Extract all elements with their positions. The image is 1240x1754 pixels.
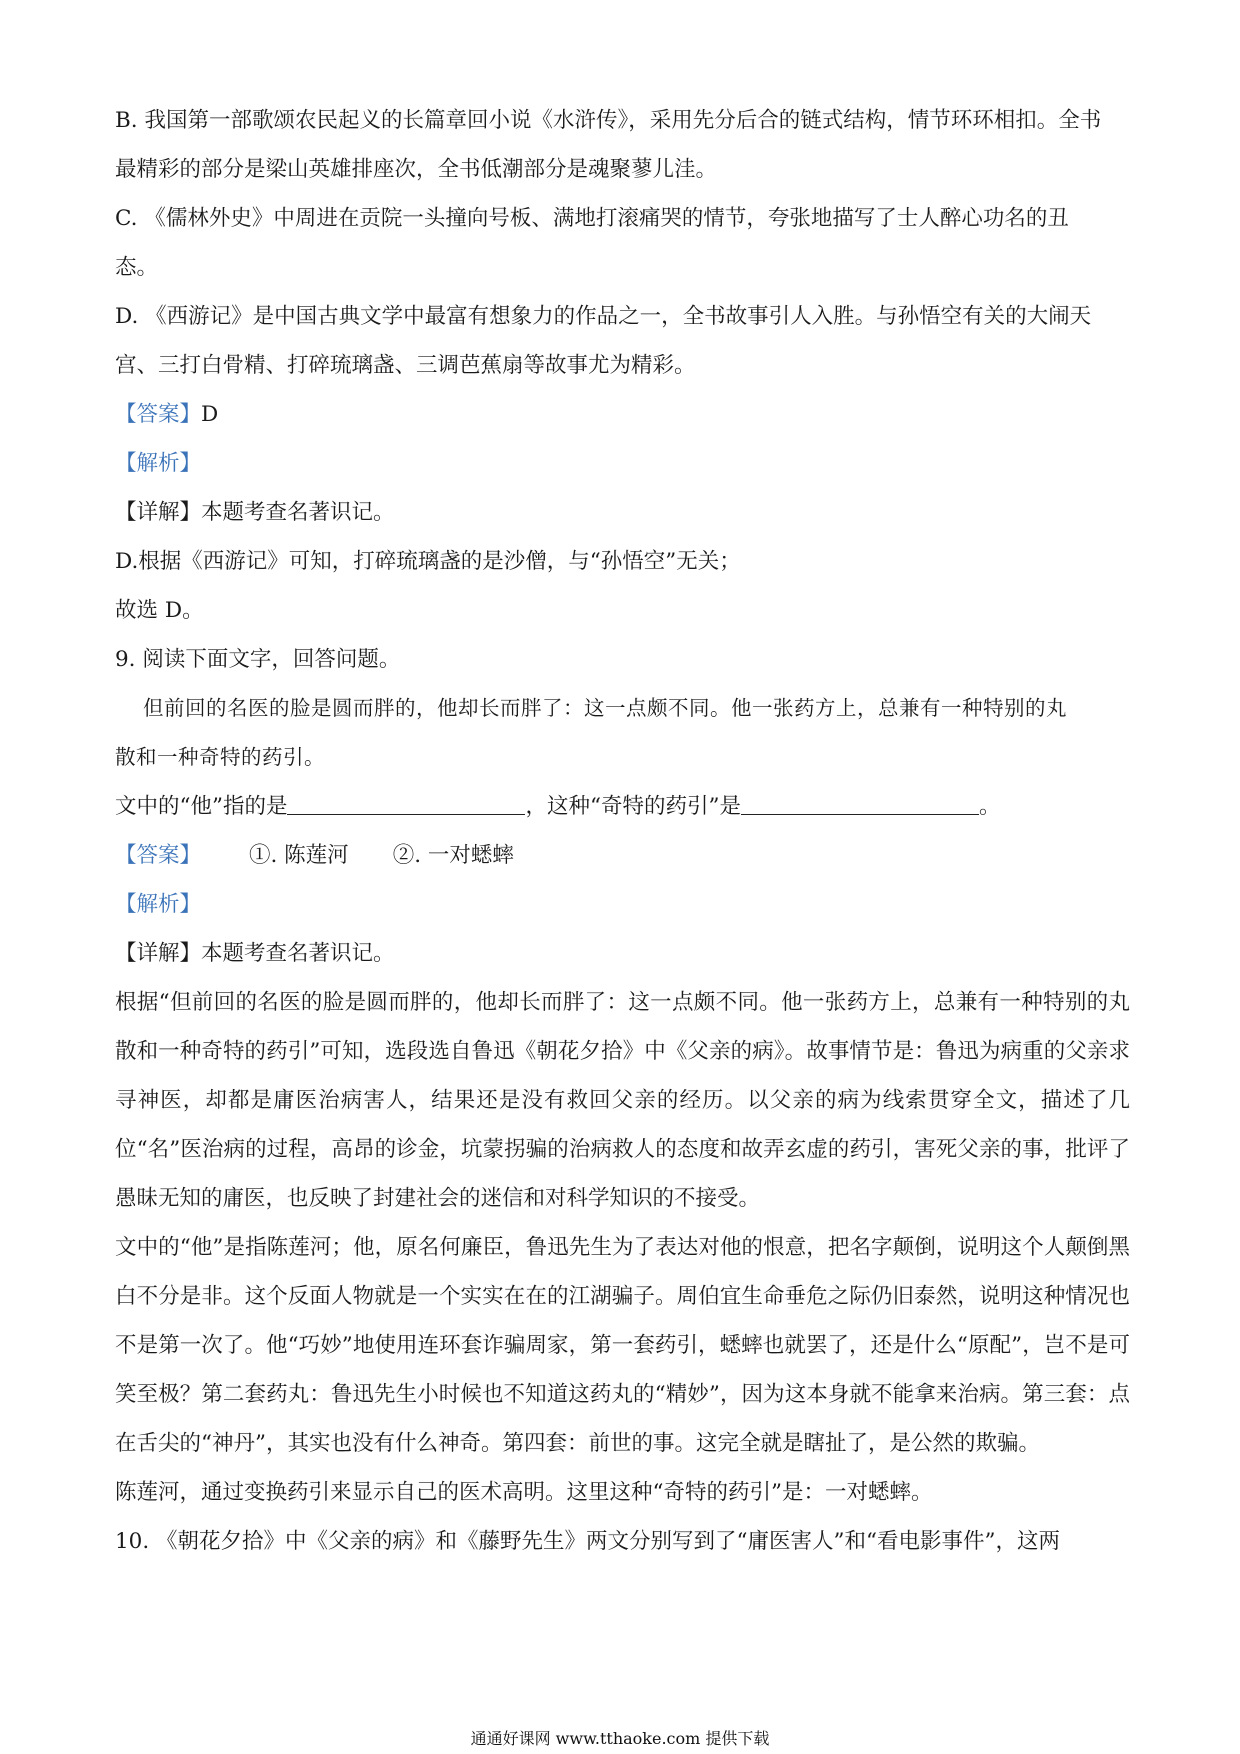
q9-answer-line [115, 831, 1130, 880]
q9-blank-2 [741, 792, 979, 815]
q8-answer-tag: 【答案】 [115, 402, 202, 427]
option-c-line1: C. 《儒林外史》中周进在贡院一头撞向号板、满地打滚痛哭的情节，夸张地描写了士人醉心功名的丑 [115, 206, 1069, 231]
q9-fill-prefix: 文中的“他”指的是 [115, 794, 288, 819]
q9-paragraph-1: 根据“但前回的名医的脸是圆而胖的，他却长而胖了：这一点颇不同。他一张药方上，总兼有一种特别的丸散和一种奇特的药引”可知，选段选自鲁迅《朝花夕拾》中《父亲的病》。故事情节是：鲁迅为病重的父亲求寻神医，却都是庸医治病害人，结果还是没有救回父亲的经历。以父亲的病为线索贯穿全文，描述了几位“名”医治病的过程，高昂的诊金，坑蒙拐骗的治病救人的态度和故弄玄虚的药引，害死父亲的事，批评了愚昧无知的庸医，也反映了封建社会的迷信和对科学知识的不接受。 [115, 990, 1130, 1211]
q9-answer-2: ②. 一对蟋蟀 [392, 843, 514, 868]
q9-quote-line1: 但前回的名医的脸是圆而胖的，他却长而胖了：这一点颇不同。他一张药方上，总兼有一种特别的丸 [143, 696, 1067, 720]
q8-explain: D.根据《西游记》可知，打碎琉璃盏的是沙僧，与“孙悟空”无关； [115, 549, 741, 574]
q8-analysis-line [115, 439, 1130, 488]
q9-quote-line2: 散和一种奇特的药引。 [115, 745, 325, 769]
q10-stem: 10. 《朝花夕拾》中《父亲的病》和《藤野先生》两文分别写到了“庸医害人”和“看电影事件”，这两 [115, 1529, 1060, 1554]
option-d-line1: D. 《西游记》是中国古典文学中最富有想象力的作品之一，全书故事引人入胜。与孙悟空有关的大闹天 [115, 304, 1092, 329]
q9-fill-suffix: 。 [978, 794, 1001, 819]
page-footer: 通通好课网 www.tthaoke.com 提供下载 [470, 1729, 770, 1748]
q9-answer-tag: 【答案】 [115, 843, 202, 868]
q9-stem: 9. 阅读下面文字，回答问题。 [115, 647, 401, 672]
option-c-line2: 态。 [115, 255, 159, 280]
q9-paragraph-2: 文中的“他”是指陈莲河；他，原名何廉臣，鲁迅先生为了表达对他的恨意，把名字颠倒，说明这个人颠倒黑白不分是非。这个反面人物就是一个实实在在的江湖骗子。周伯宜生命垂危之际仍旧泰然，说明这种情况也不是第一次了。他“巧妙”地使用连环套诈骗周家，第一套药引，蟋蟀也就罢了，还是什么“原配”，岂不是可笑至极？第二套药丸：鲁迅先生小时候也不知道这药丸的“精妙”，因为这本身就不能拿来治病。第三套：点在舌尖的“神丹”，其实也没有什么神奇。第四套：前世的事。这完全就是瞎扯了，是公然的欺骗。 [115, 1235, 1130, 1456]
q9-fill-line [115, 782, 1130, 831]
q9-analysis-tag: 【解析】 [115, 892, 202, 917]
q8-analysis-tag: 【解析】 [115, 451, 202, 476]
document-body [115, 96, 1130, 1566]
q9-paragraph-3: 陈莲河，通过变换药引来显示自己的医术高明。这里这种“奇特的药引”是：一对蟋蟀。 [115, 1480, 933, 1505]
q9-detail: 【详解】本题考查名著识记。 [115, 941, 395, 966]
q8-conclusion: 故选 D。 [115, 598, 204, 623]
option-b-line1: B. 我国第一部歌颂农民起义的长篇章回小说《水浒传》，采用先分后合的链式结构，情节环环相扣。全书 [115, 108, 1102, 133]
option-d-line2: 宫、三打白骨精、打碎琉璃盏、三调芭蕉扇等故事尤为精彩。 [115, 353, 696, 378]
q8-detail: 【详解】本题考查名著识记。 [115, 500, 395, 525]
q8-answer: D [201, 402, 219, 427]
q9-fill-middle: ，这种“奇特的药引”是 [525, 794, 741, 819]
option-b-line2: 最精彩的部分是梁山英雄排座次，全书低潮部分是魂聚蓼儿洼。 [115, 157, 718, 182]
q9-analysis-line [115, 880, 1130, 929]
q8-answer-line [115, 390, 1130, 439]
q9-answer-1: ①. 陈莲河 [249, 843, 349, 868]
q9-blank-1 [287, 792, 525, 815]
